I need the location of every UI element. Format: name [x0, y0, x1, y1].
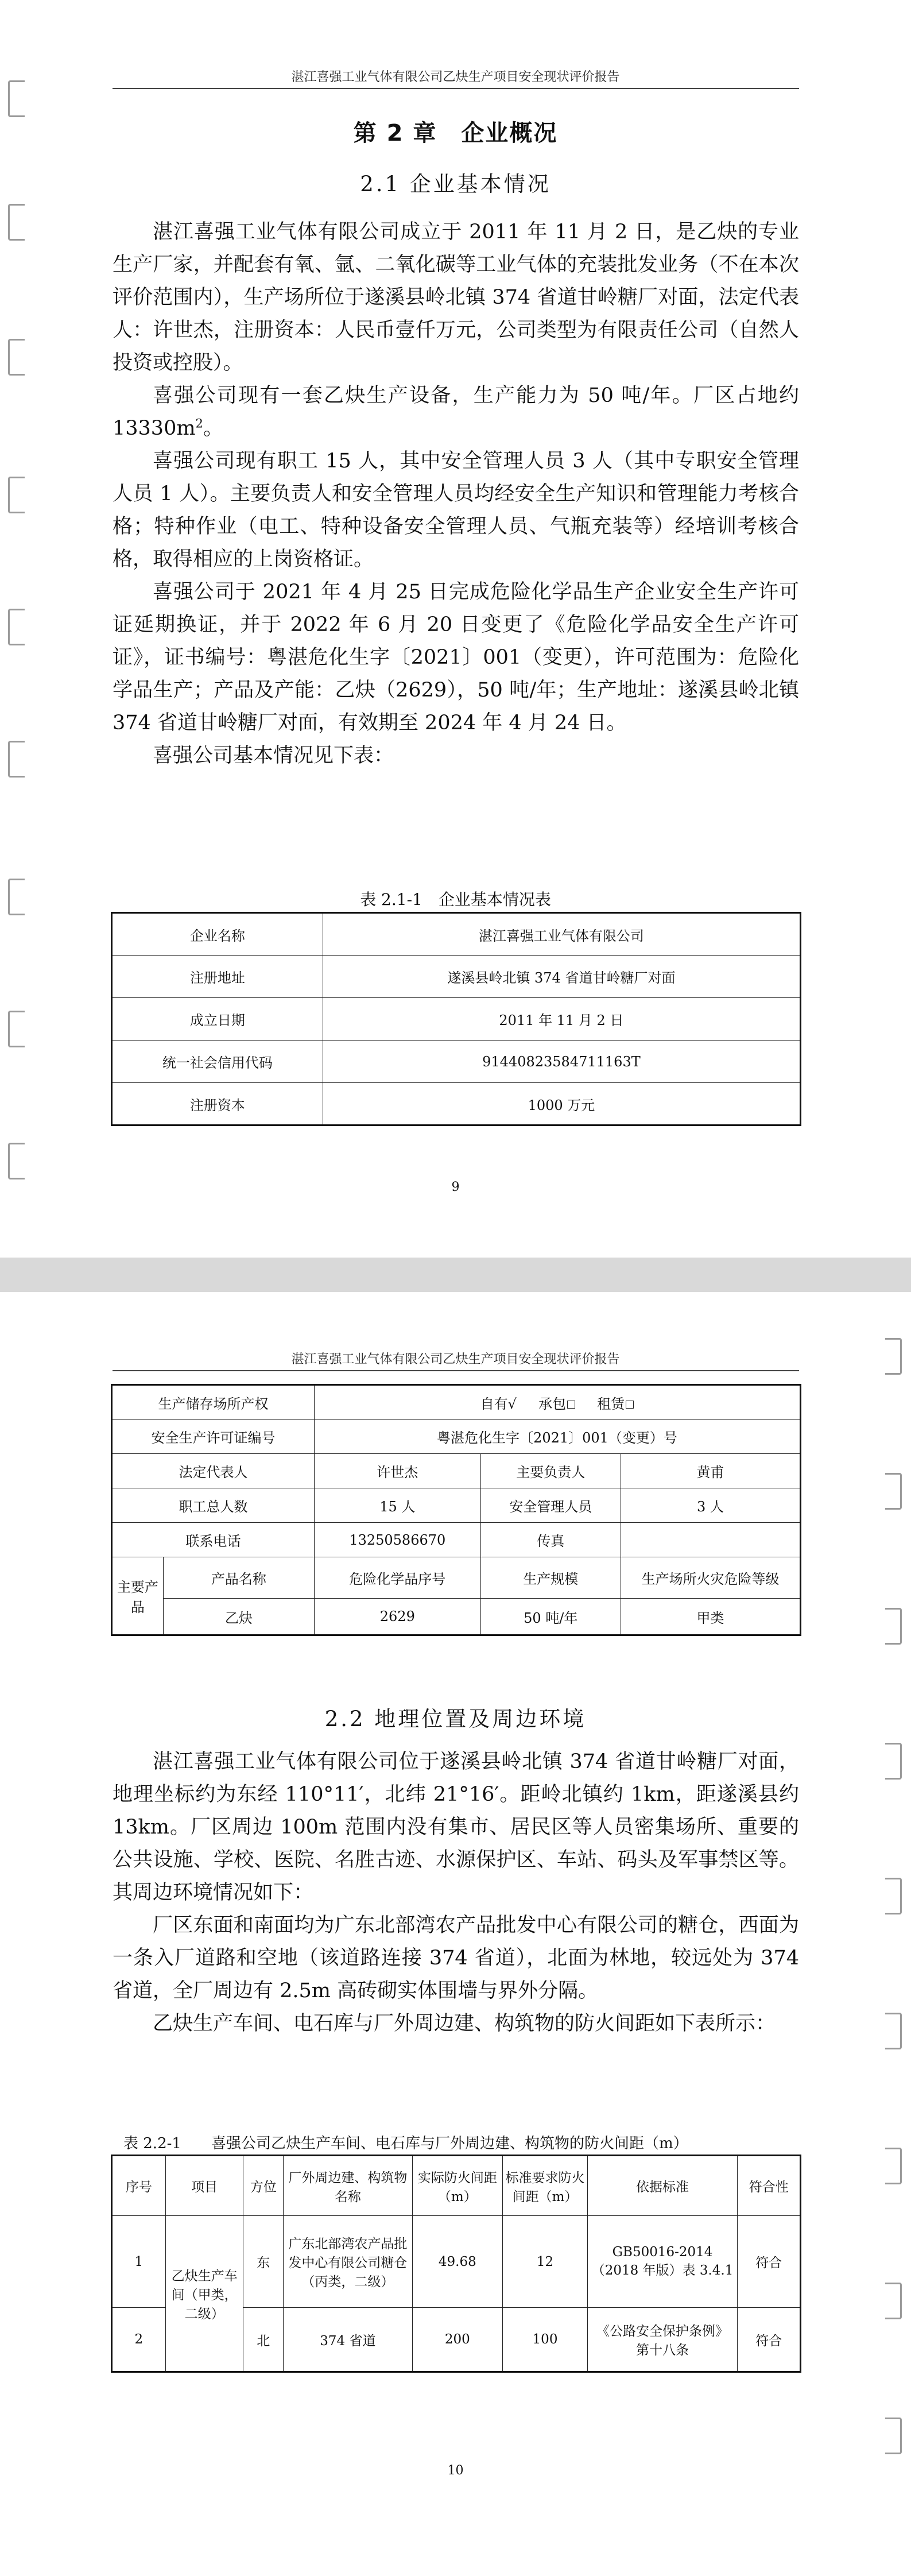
table-cell: 13250586670 — [315, 1523, 481, 1557]
binder-hole — [885, 2148, 902, 2184]
page-number: 9 — [451, 1180, 460, 1194]
table-cell: 传真 — [480, 1523, 621, 1557]
table-header: 厂外周边建、构筑物名称 — [284, 2156, 412, 2216]
section-body — [113, 216, 799, 772]
binder-hole — [8, 80, 25, 117]
table-cell-value: 自有√ 承包 租赁 — [315, 1385, 801, 1419]
table-cell-label: 企业名称 — [112, 913, 323, 956]
table-cell: 法定代表人 — [112, 1454, 315, 1488]
paragraph: 乙炔生产车间、电石库与厂外周边建、构筑物的防火间距如下表所示： — [153, 2012, 776, 2035]
table-cell-value: 2011 年 11 月 2 日 — [323, 998, 800, 1041]
binder-hole — [8, 1011, 25, 1047]
table-cell: 3 人 — [621, 1488, 800, 1523]
table-caption: 表 2.1-1 企业基本情况表 — [360, 890, 551, 909]
header-rule — [113, 1370, 799, 1371]
table-row — [112, 1385, 801, 1419]
table-cell: 职工总人数 — [112, 1488, 315, 1523]
binder-hole — [885, 1878, 902, 1914]
chapter-title: 第 2 章 企业概况 — [353, 120, 558, 146]
section-title: 2.1 企业基本情况 — [360, 172, 551, 196]
table-caption: 表 2.2-1 喜强公司乙炔生产车间、电石库与厂外周边建、构筑物的防火间距（m） — [123, 2135, 688, 2152]
table-row — [112, 998, 801, 1041]
table-row — [112, 1419, 801, 1454]
table-cell: 乙炔 — [163, 1599, 314, 1635]
table-cell: 安全管理人员 — [480, 1488, 621, 1523]
table-cell: 符合 — [738, 2308, 801, 2372]
checkbox-icon — [567, 1401, 575, 1409]
table-header: 序号 — [112, 2156, 166, 2216]
table-cell: 1 — [112, 2216, 166, 2308]
table-row — [112, 1599, 801, 1635]
table-row — [112, 956, 801, 998]
page-number: 10 — [447, 2463, 464, 2478]
table-header: 标准要求防火间距（m） — [503, 2156, 588, 2216]
table-cell: 甲类 — [621, 1599, 800, 1635]
fire-distance-table — [111, 2155, 801, 2373]
paragraph: 喜强公司现有职工 15 人，其中安全管理人员 3 人（其中专职安全管理人员 1 人）。主要负责人和安全管理人员均经安全生产知识和管理能力考核合格；特种作业（电工、特种设备安全管理人员、气瓶充装等）经培训考核合格，取得相应的上岗资格证。 — [113, 450, 799, 571]
table-cell: 生产场所火灾危险等级 — [621, 1557, 800, 1599]
table-header: 实际防火间距（m） — [412, 2156, 503, 2216]
page-header: 湛江喜强工业气体有限公司乙炔生产项目安全现状评价报告 — [291, 70, 620, 84]
paragraph: 湛江喜强工业气体有限公司位于遂溪县岭北镇 374 省道甘岭糖厂对面，地理坐标约为东经 110°11′，北纬 21°16′。距岭北镇约 1km，距遂溪县约 13km。厂区周边 100m 范围内没有集市、居民区等人员密集场所、重要的公共设施、学校、医院、名胜古迹、水源保护区、车站、码头及军事禁区等。其周边环境情况如下： — [113, 1750, 799, 1904]
table-cell: 产品名称 — [163, 1557, 314, 1599]
table-header-row — [112, 2156, 801, 2216]
table-cell-label: 安全生产许可证编号 — [112, 1419, 315, 1454]
table-row — [112, 1557, 801, 1599]
binder-hole — [8, 204, 25, 241]
paragraph: 喜强公司基本情况见下表： — [153, 744, 394, 767]
table-header: 符合性 — [738, 2156, 801, 2216]
table-cell-value: 1000 万元 — [323, 1083, 800, 1125]
table-cell: 49.68 — [412, 2216, 503, 2308]
section-body — [113, 1746, 799, 2040]
table-cell: 374 省道 — [284, 2308, 412, 2372]
binder-hole — [885, 2013, 902, 2049]
binder-hole — [8, 1143, 25, 1179]
binder-hole — [8, 477, 25, 513]
table-row — [112, 2216, 801, 2308]
page-9 — [0, 0, 911, 1258]
table-row — [112, 1488, 801, 1523]
paragraph: 湛江喜强工业气体有限公司成立于 2011 年 11 月 2 日，是乙炔的专业生产厂家，并配套有氧、氩、二氧化碳等工业气体的充装批发业务（不在本次评价范围内），生产场所位于遂溪县岭北镇 374 省道甘岭糖厂对面，法定代表人：许世杰，注册资本：人民币壹仟万元，公司类型为有限责任公司（自然人投资或控股）。 — [113, 221, 799, 374]
table-header: 依据标准 — [587, 2156, 737, 2216]
page-header: 湛江喜强工业气体有限公司乙炔生产项目安全现状评价报告 — [291, 1352, 620, 1367]
table-cell: 许世杰 — [315, 1454, 481, 1488]
table-row — [112, 1454, 801, 1488]
table-cell-label: 注册资本 — [112, 1083, 323, 1125]
binder-hole — [885, 1473, 902, 1510]
table-cell — [621, 1523, 800, 1557]
table-header: 项目 — [165, 2156, 243, 2216]
table-cell-label: 注册地址 — [112, 956, 323, 998]
table-cell-value: 91440823584711163T — [323, 1041, 800, 1083]
paragraph: 喜强公司现有一套乙炔生产设备，生产能力为 50 吨/年。厂区占地约 $13330m^2$。 — [113, 384, 799, 440]
table-cell: 广东北部湾农产品批发中心有限公司糖仓（丙类，二级） — [284, 2216, 412, 2308]
paragraph: 厂区东面和南面均为广东北部湾农产品批发中心有限公司的糖仓，西面为一条入厂道路和空地（该道路连接 374 省道），北面为林地，较远处为 374 省道，全厂周边有 2.5m 高砖砌实体围墙与界外分隔。 — [113, 1914, 799, 2002]
table-row — [112, 1083, 801, 1125]
table-cell: 15 人 — [315, 1488, 481, 1523]
table-cell: 北 — [243, 2308, 284, 2372]
table-cell: 黄甫 — [621, 1454, 800, 1488]
table-cell: 乙炔生产车间（甲类，二级） — [165, 2216, 243, 2372]
table-cell: 《公路安全保护条例》第十八条 — [587, 2308, 737, 2372]
table-row — [112, 1041, 801, 1083]
table-row — [112, 913, 801, 956]
paragraph: 喜强公司于 2021 年 4 月 25 日完成危险化学品生产企业安全生产许可证延期换证，并于 2022 年 6 月 20 日变更了《危险化学品安全生产许可证》，证书编号：粤湛危化生字〔2021〕001（变更），许可范围为：危险化学品生产；产品及产能：乙炔（2629），50 吨/年；生产地址：遂溪县岭北镇 374 省道甘岭糖厂对面，有效期至 2024 年 4 月 24 日。 — [113, 581, 799, 734]
table-cell: 主要负责人 — [480, 1454, 621, 1488]
binder-hole — [8, 741, 25, 778]
table-cell: 危险化学品序号 — [315, 1557, 481, 1599]
company-info-table-continued — [111, 1384, 801, 1636]
table-cell: 100 — [503, 2308, 588, 2372]
table-cell: 12 — [503, 2216, 588, 2308]
table-cell: 50 吨/年 — [480, 1599, 621, 1635]
table-cell: 200 — [412, 2308, 503, 2372]
header-rule — [113, 88, 799, 89]
table-header: 方位 — [243, 2156, 284, 2216]
table-cell-value: 湛江喜强工业气体有限公司 — [323, 913, 800, 956]
binder-hole — [885, 1608, 902, 1645]
binder-hole — [885, 2418, 902, 2454]
binder-hole — [885, 1743, 902, 1780]
table-row — [112, 1523, 801, 1557]
table-cell: 2 — [112, 2308, 166, 2372]
table-cell-label: 主要产品 — [112, 1557, 164, 1635]
table-cell: GB50016-2014（2018 年版）表 3.4.1 — [587, 2216, 737, 2308]
section-title: 2.2 地理位置及周边环境 — [324, 1707, 587, 1731]
page-10 — [0, 1292, 911, 2576]
table-cell-label: 统一社会信用代码 — [112, 1041, 323, 1083]
table-cell-value: 粤湛危化生字〔2021〕001（变更）号 — [315, 1419, 801, 1454]
table-cell: 符合 — [738, 2216, 801, 2308]
binder-hole — [8, 339, 25, 376]
table-cell: 生产规模 — [480, 1557, 621, 1599]
table-cell-label: 成立日期 — [112, 998, 323, 1041]
binder-hole — [885, 2283, 902, 2319]
table-cell: 东 — [243, 2216, 284, 2308]
table-cell-label: 生产储存场所产权 — [112, 1385, 315, 1419]
binder-hole — [8, 609, 25, 645]
table-cell: 联系电话 — [112, 1523, 315, 1557]
company-info-table — [111, 912, 801, 1126]
table-cell-value: 遂溪县岭北镇 374 省道甘岭糖厂对面 — [323, 956, 800, 998]
table-cell: 2629 — [315, 1599, 481, 1635]
checkbox-icon — [626, 1401, 634, 1409]
